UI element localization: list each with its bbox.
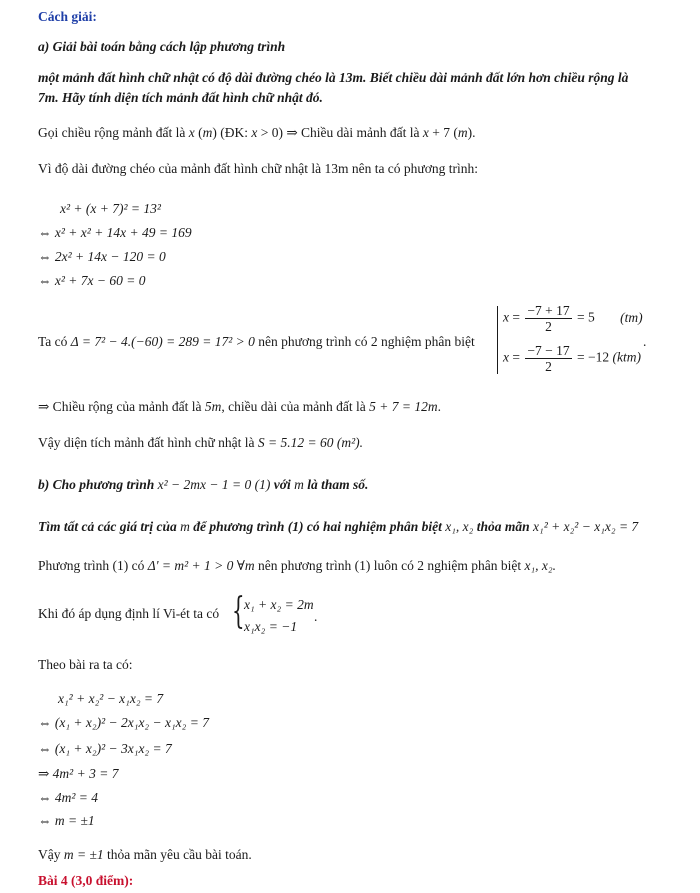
step-6: ⇔ m = ±1 [38, 813, 95, 828]
roots-period: . [643, 334, 647, 349]
step-1: x₁² + x₂² − x₁x₂ = 7 [58, 691, 164, 706]
problem-line-1: một mảnh đất hình chữ nhật có độ dài đường chéo là 13m. Biết chiều dài mảnh đất lớn hơn chiều rộng là [38, 70, 629, 85]
root-2: x = $\frac{-7 - 17}{2}$ = −12 (ktm) [503, 343, 641, 374]
equation-3: ⇔ 2x² + 14x − 120 = 0 [38, 249, 166, 264]
step-2: ⇔ (x₁ + x₂)² − 2x₁x₂ − x₁x₂ = 7 [38, 715, 209, 730]
roots-bracket [497, 306, 498, 374]
area-conclusion: Vậy diện tích mảnh đất hình chữ nhật là S = 5.12 = 60 (m²). [38, 435, 364, 450]
then-statement: Theo bài ra ta có: [38, 657, 133, 672]
part-a-title: a) Giải bài toán bằng cách lập phương trình [38, 39, 286, 54]
discriminant-statement: Phương trình (1) có Δ' = m² + 1 > 0 ∀m nên phương trình (1) luôn có 2 nghiệm phân biệt x₁, x₂. [38, 558, 556, 573]
vieta-product: x₁x₂ = −1 [244, 619, 298, 634]
equation-4: ⇔ x² + 7x − 60 = 0 [38, 273, 146, 288]
delta-statement: Ta có Δ = 7² − 4.(−60) = 289 = 17² > 0 nên phương trình có 2 nghiệm phân biệt [38, 334, 475, 349]
final-conclusion: Vậy m = ±1 thỏa mãn yêu cầu bài toán. [38, 847, 252, 862]
part-b-title: b) Cho phương trình x² − 2mx − 1 = 0 (1) với m là tham số. [38, 477, 369, 492]
equation-1: x² + (x + 7)² = 13² [60, 201, 161, 216]
solution-heading: Cách giải: [38, 9, 97, 24]
step-3: ⇔ (x₁ + x₂)² − 3x₁x₂ = 7 [38, 741, 172, 756]
vieta-brace: { [232, 591, 245, 632]
vieta-statement: Khi đó áp dụng định lí Vi-ét ta có [38, 606, 220, 621]
vieta-period: . [314, 609, 318, 624]
conclusion-dimensions: ⇒ Chiều rộng của mảnh đất là 5m, chiều dài của mảnh đất là 5 + 7 = 12m. [38, 399, 441, 414]
root-1: x = $\frac{-7 + 17}{2}$ = 5 (tm) [503, 303, 643, 334]
let-statement: Gọi chiều rộng mảnh đất là x (m) (ĐK: x > 0) ⇒ Chiều dài mảnh đất là x + 7 (m). [38, 125, 476, 140]
vieta-sum: x₁ + x₂ = 2m [244, 597, 314, 612]
part-b-task: Tìm tất cả các giá trị của m để phương trình (1) có hai nghiệm phân biệt x₁, x₂ thỏa mãn x₁² + x₂² − x₁x₂ = 7 [38, 519, 639, 534]
equation-2: ⇔ x² + x² + 14x + 49 = 169 [38, 225, 192, 240]
problem-line-2: 7m. Hãy tính diện tích mảnh đất hình chữ nhật đó. [38, 90, 323, 105]
next-section-heading: Bài 4 (3,0 điểm): [38, 873, 134, 888]
since-statement: Vì độ dài đường chéo của mảnh đất hình chữ nhật là 13m nên ta có phương trình: [38, 161, 479, 176]
step-4: ⇒ 4m² + 3 = 7 [38, 766, 119, 781]
step-5: ⇔ 4m² = 4 [38, 790, 99, 805]
